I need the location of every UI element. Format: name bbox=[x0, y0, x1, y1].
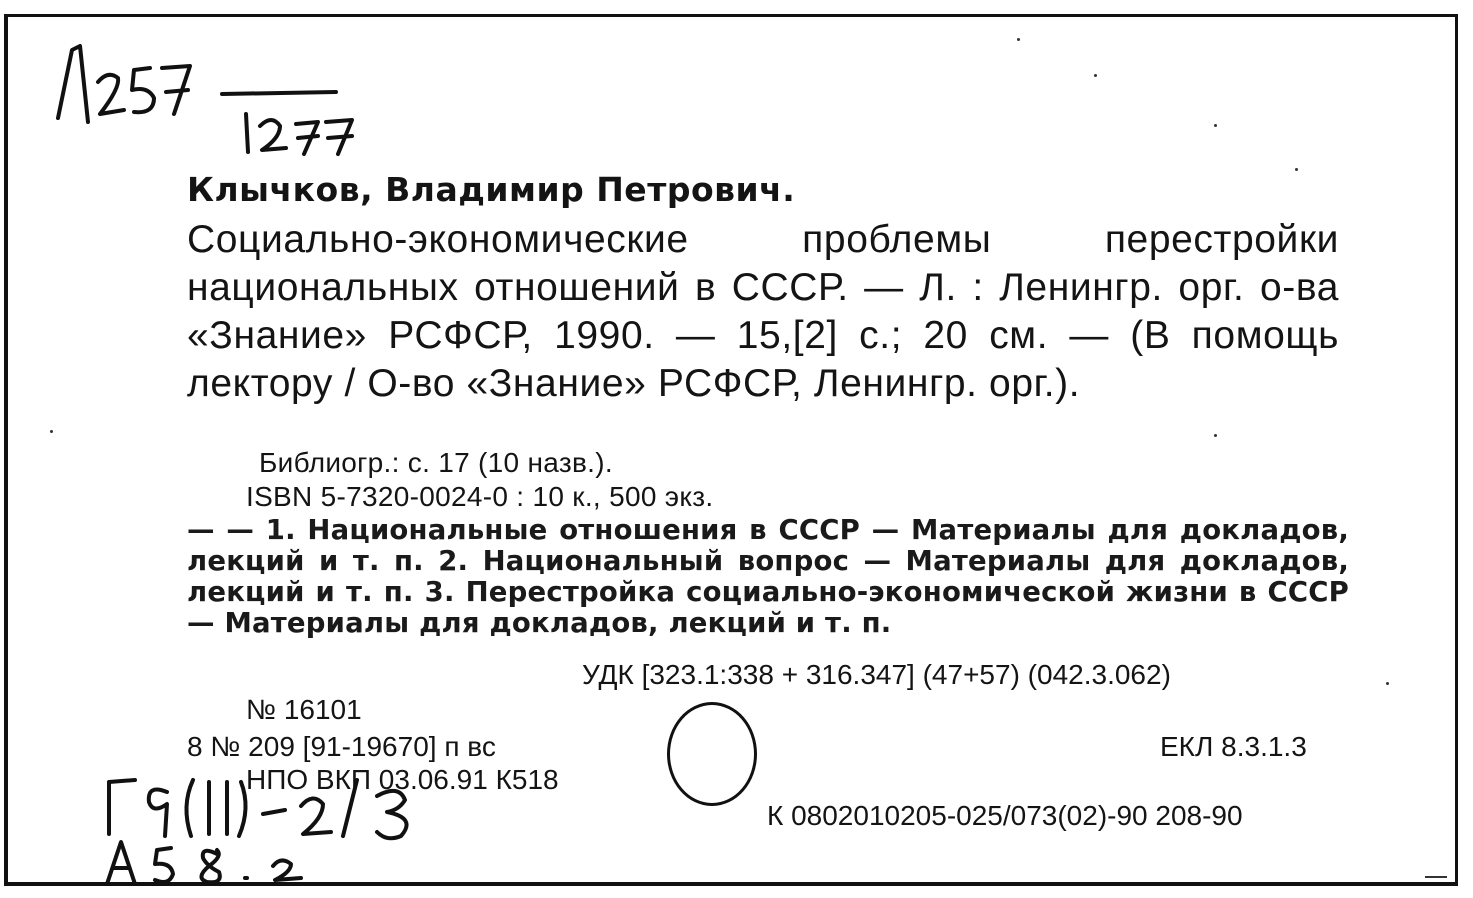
author-heading: Клычков, Владимир Петрович. bbox=[187, 170, 796, 209]
ekl-code: ЕКЛ 8.3.1.3 bbox=[1160, 731, 1307, 762]
speck bbox=[50, 430, 53, 433]
speck bbox=[1386, 682, 1389, 685]
speck bbox=[1017, 38, 1020, 41]
speck bbox=[1094, 74, 1097, 77]
isbn-line: ISBN 5-7320-0024-0 : 10 к., 500 экз. bbox=[246, 481, 714, 512]
stamp-circle bbox=[667, 702, 757, 806]
npo-line: НПО ВКП 03.06.91 К518 bbox=[246, 764, 559, 795]
handwritten-classification bbox=[95, 770, 445, 890]
bibliography-note: Библиогр.: с. 17 (10 назв.). bbox=[259, 447, 613, 478]
speck bbox=[1295, 168, 1298, 171]
subject-headings: — — 1. Национальные отношения в СССР — Материалы для докладов, лекций и т. п. 2. Национальный вопрос — Материалы для докладов, лекций и т. п. 3. Перестройка социально-экономической жизни в СССР — Материалы для докладов, лекций и т. п. bbox=[187, 514, 1349, 639]
speck bbox=[1214, 124, 1217, 127]
speck bbox=[1425, 876, 1447, 878]
order-line: 8 № 209 [91-19670] п вс bbox=[187, 731, 496, 762]
title-description: Социально-экономические проблемы перестройки национальных отношений в СССР. — Л. : Ленингр. орг. о-ва «Знание» РСФСР, 1990. — 15,[2] с.; 20 см. — (В помощь лектору / О-во «Знание» РСФСР, Ленингр. орг.). bbox=[187, 218, 1339, 405]
k-code: К 0802010205-025/073(02)-90 208-90 bbox=[767, 800, 1243, 831]
speck bbox=[1214, 434, 1217, 437]
udk-line: УДК [323.1:338 + 316.347] (47+57) (042.3.062) bbox=[582, 659, 1171, 690]
card-number: № 16101 bbox=[246, 694, 362, 725]
handwritten-shelfmark bbox=[50, 30, 390, 160]
